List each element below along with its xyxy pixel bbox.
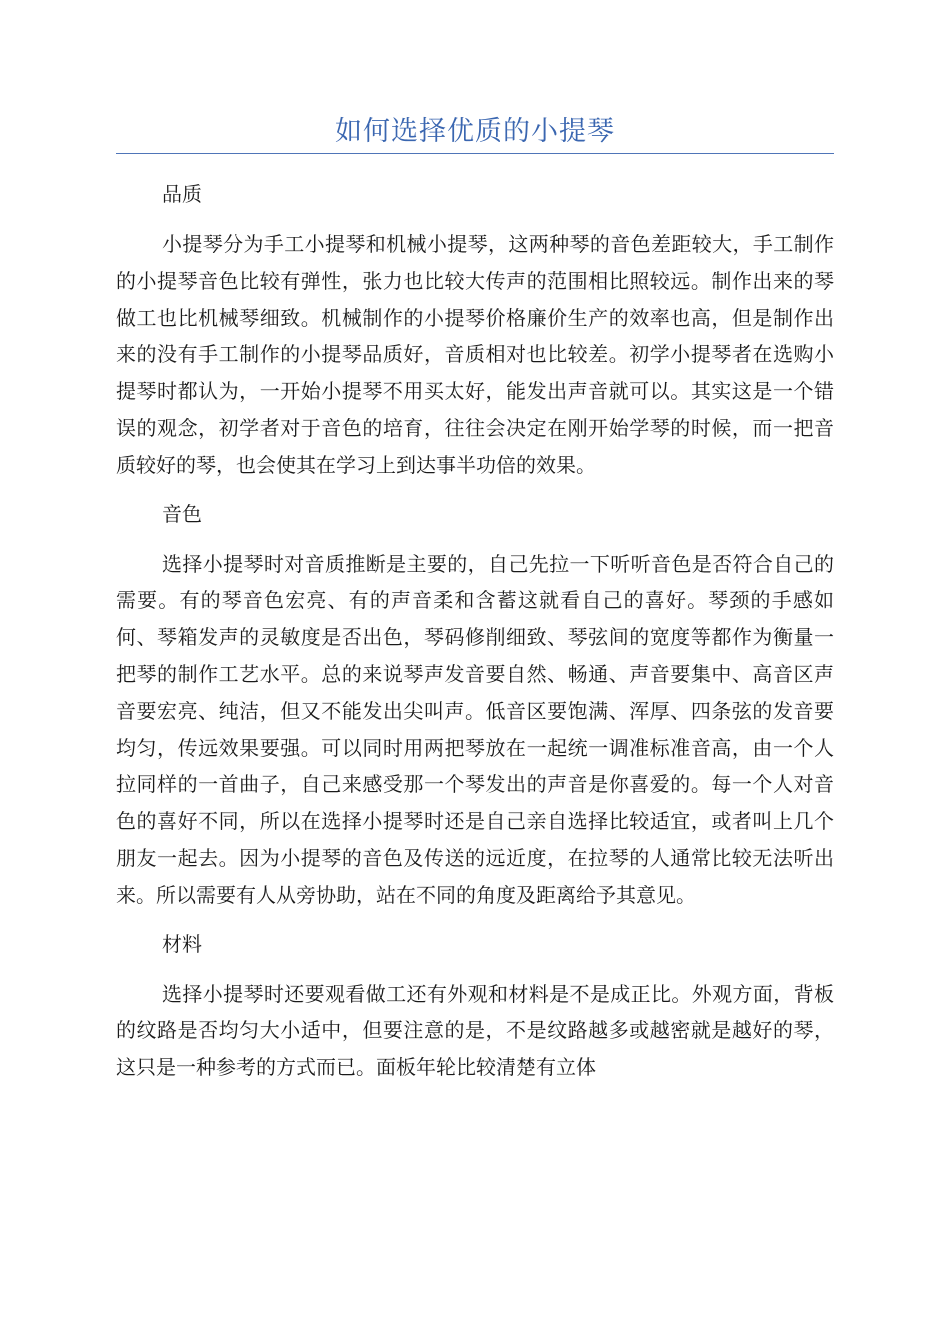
section-heading: 材料 [162, 931, 202, 956]
document-title: 如何选择优质的小提琴 [335, 116, 615, 147]
section-heading: 音色 [162, 501, 202, 526]
title-underline [116, 153, 834, 154]
section-paragraph: 小提琴分为手工小提琴和机械小提琴，这两种琴的音色差距较大，手工制作的小提琴音色比较有弹性，张力也比较大传声的范围相比照较远。制作出来的琴做工也比机械琴细致。机械制作的小提琴价格廉价生产的效率也高，但是制作出来的没有手工制作的小提琴品质好，音质相对也比较差。初学小提琴者在选购小提琴时都认为，一开始小提琴不用买太好，能发出声音就可以。其实这是一个错误的观念，初学者对于音色的培育，往往会决定在刚开始学琴的时候，而一把音质较好的琴，也会使其在学习上到达事半功倍的效果。 [116, 232, 834, 477]
section-heading: 品质 [162, 182, 202, 206]
document-body [116, 176, 834, 1086]
section-materials [116, 926, 834, 1086]
section-paragraph: 选择小提琴时对音质推断是主要的，自己先拉一下听听音色是否符合自己的需要。有的琴音色宏亮、有的声音柔和含蓄这就看自己的喜好。琴颈的手感如何、琴箱发声的灵敏度是否出色，琴码修削细致、琴弦间的宽度等都作为衡量一把琴的制作工艺水平。总的来说琴声发音要自然、畅通、声音要集中、高音区声音要宏亮、纯洁，但又不能发出尖叫声。低音区要饱满、浑厚、四条弦的发音要均匀，传远效果要强。可以同时用两把琴放在一起统一调准标准音高，由一个人拉同样的一首曲子，自己来感受那一个琴发出的声音是你喜爱的。每一个人对音色的喜好不同，所以在选择小提琴时还是自己亲自选择比较适宜，或者叫上几个朋友一起去。因为小提琴的音色及传送的远近度，在拉琴的人通常比较无法听出来。所以需要有人从旁协助，站在不同的角度及距离给予其意见。 [116, 551, 834, 907]
section-paragraph: 选择小提琴时还要观看做工还有外观和材料是不是成正比。外观方面，背板的纹路是否均匀大小适中，但要注意的是，不是纹路越多或越密就是越好的琴，这只是一种参考的方式而已。面板年轮比较清楚有立体 [116, 981, 834, 1080]
section-timbre [116, 496, 834, 926]
section-quality [116, 176, 834, 496]
